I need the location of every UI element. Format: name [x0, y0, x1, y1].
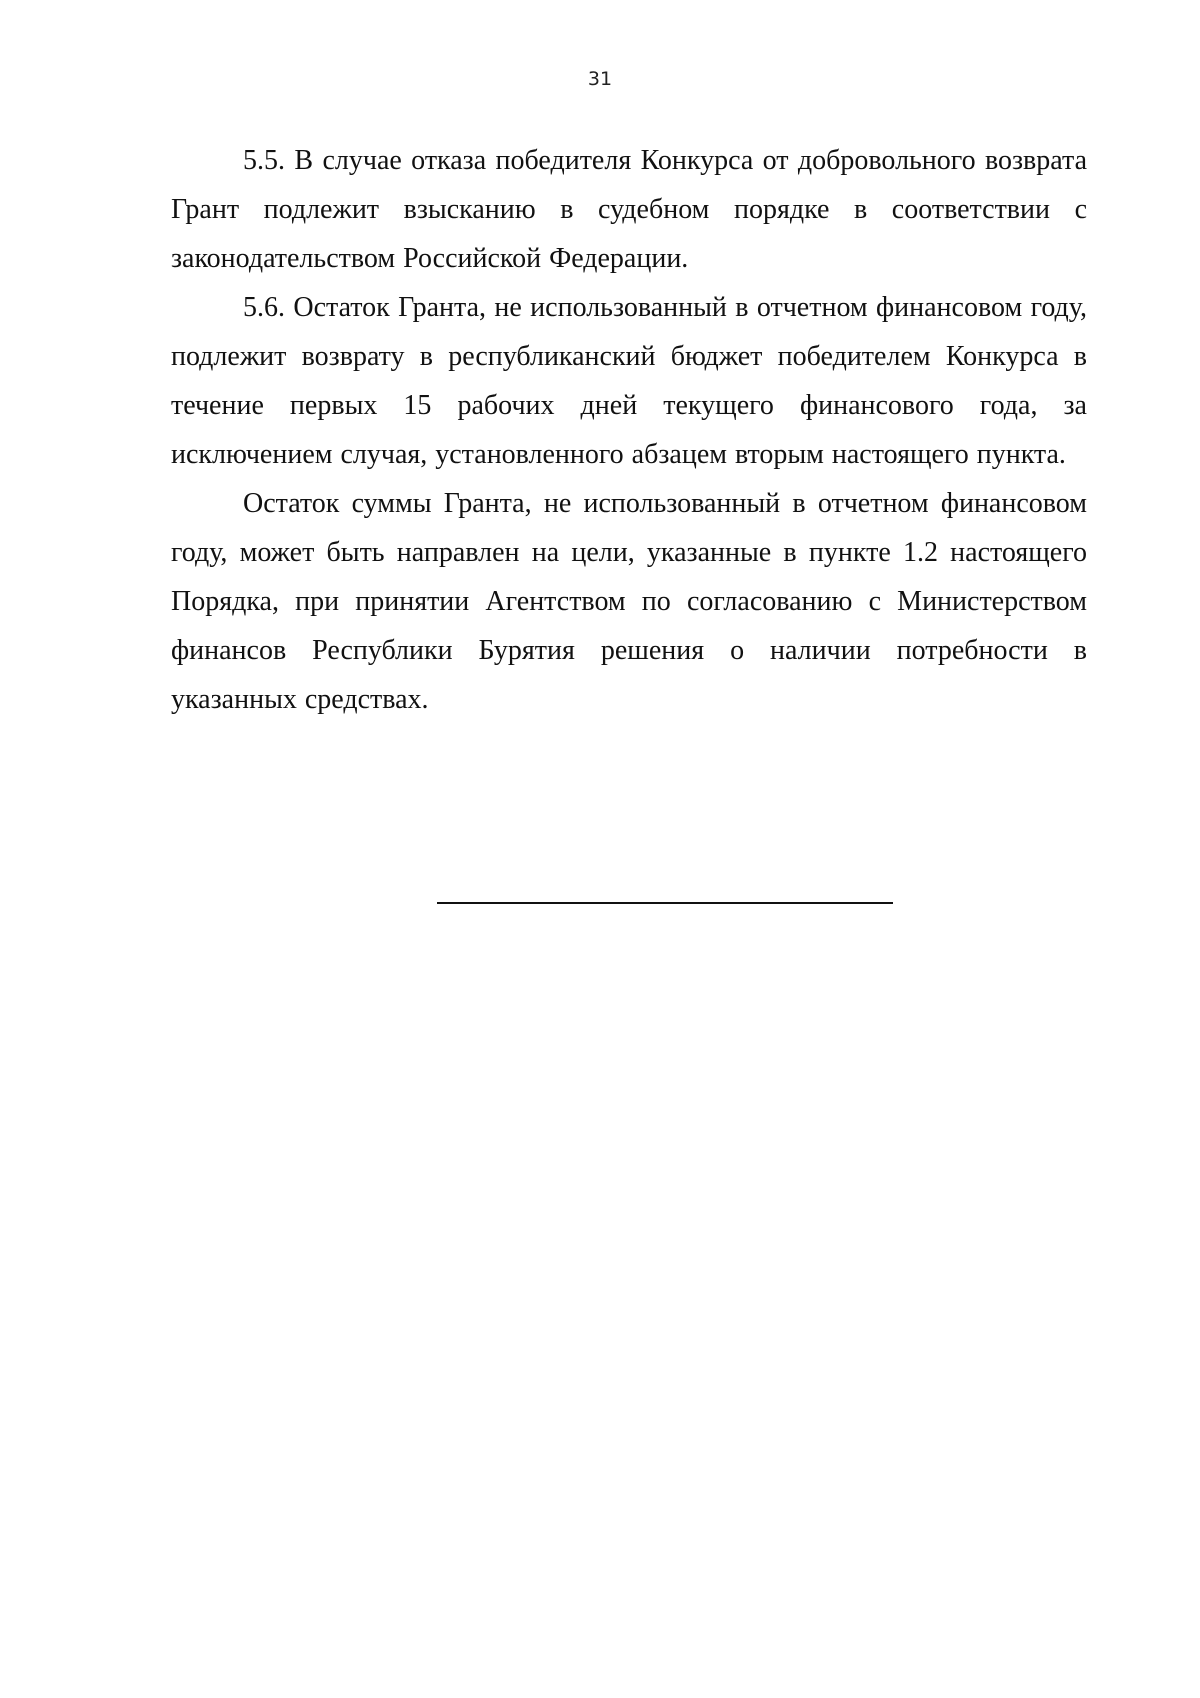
paragraph-remainder: Остаток суммы Гранта, не использованный в отчетном финансовом году, может быть направлен на цели, указанные в пункте 1.2 настоящего Порядка, при принятии Агентством по согласованию с Министерством финансов Республики Бурятия решения о наличии потребности в указанных средствах. [171, 488, 1087, 715]
document-body [171, 136, 1087, 724]
page-number: 31 [587, 68, 613, 90]
paragraph-5-6: 5.6. Остаток Гранта, не использованный в отчетном финансовом году, подлежит возврату в республиканский бюджет победителем Конкурса в течение первых 15 рабочих дней текущего финансового года, за исключением случая, установленного абзацем вторым настоящего пункта. [171, 292, 1087, 470]
end-of-section-line [437, 902, 893, 904]
paragraph-5-5: 5.5. В случае отказа победителя Конкурса от добровольного возврата Грант подлежит взысканию в судебном порядке в соответствии с законодательством Российской Федерации. [171, 145, 1087, 274]
